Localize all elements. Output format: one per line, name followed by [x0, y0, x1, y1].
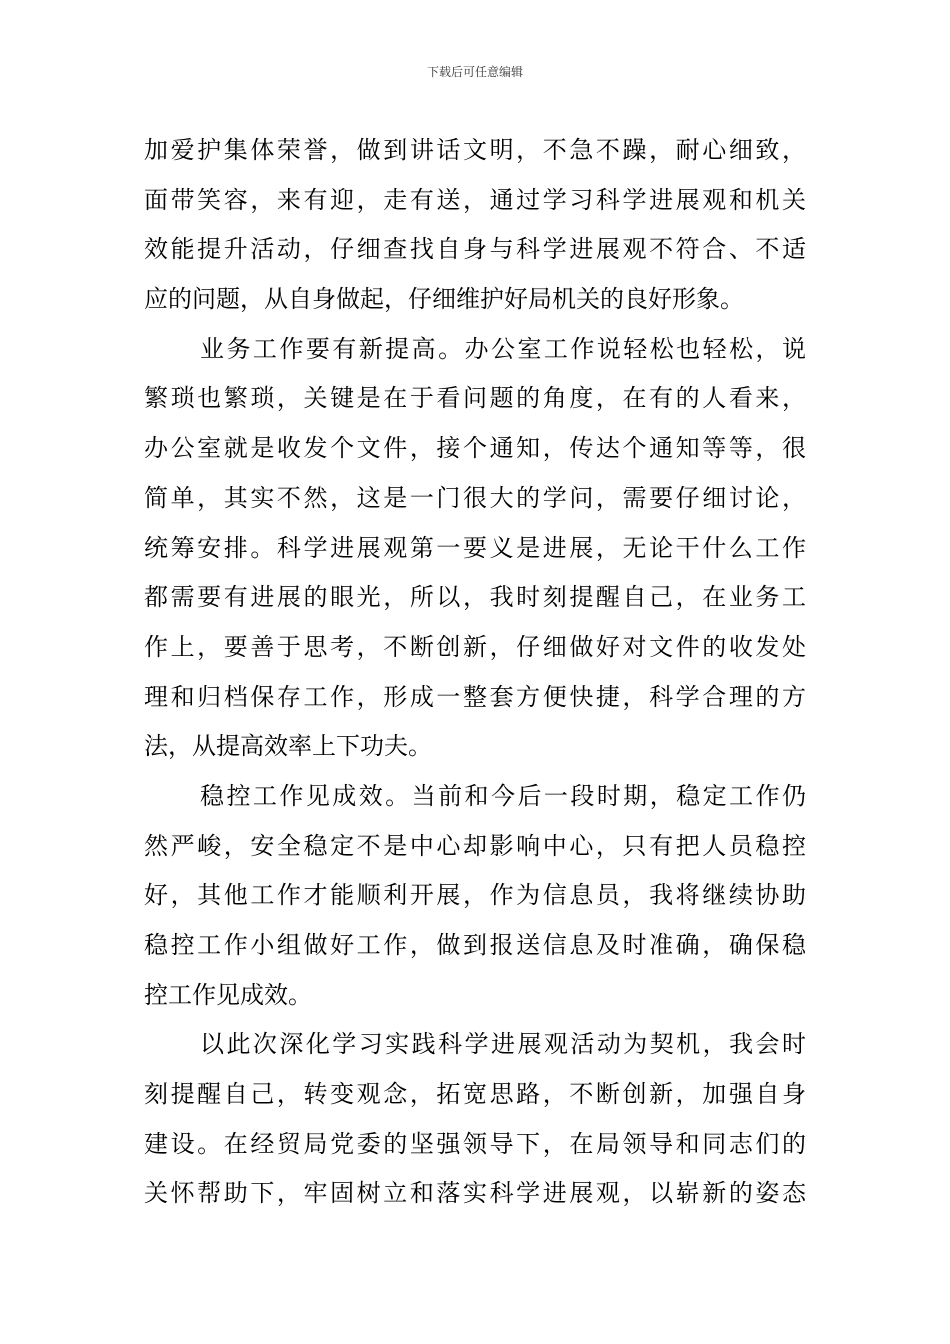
text-line: 以此次深化学习实践科学进展观活动为契机，我会时 [200, 1030, 806, 1059]
document-body [144, 126, 806, 1219]
paragraph [144, 772, 806, 1020]
text-line: 加爱护集体荣誉，做到讲话文明，不急不躁，耐心细致， [144, 136, 806, 164]
paragraph [144, 325, 806, 772]
text-line: 建设。在经贸局党委的坚强领导下，在局领导和同志们的 [144, 1129, 806, 1158]
text-line: 理和归档保存工作，形成一整套方便快捷，科学合理的方 [144, 682, 806, 711]
text-line: 稳控工作见成效。当前和今后一段时期，稳定工作仍 [200, 781, 806, 810]
text-line: 繁琐也繁琐，关键是在于看问题的角度，在有的人看来， [144, 384, 806, 413]
text-line: 统筹安排。科学进展观第一要义是进展，无论干什么工作 [144, 533, 806, 562]
text-line: 然严峻，安全稳定不是中心却影响中心，只有把人员稳控 [144, 831, 806, 860]
text-line: 作上，要善于思考，不断创新，仔细做好对文件的收发处 [144, 632, 806, 661]
page-header: 下载后可任意编辑 [426, 65, 523, 79]
text-line: 办公室就是收发个文件，接个通知，传达个通知等等，很 [144, 434, 806, 463]
paragraph [144, 1020, 806, 1219]
text-line: 面带笑容，来有迎，走有送，通过学习科学进展观和机关 [144, 185, 806, 214]
text-line: 好，其他工作才能顺利开展，作为信息员，我将继续协助 [144, 881, 806, 910]
text-line: 简单，其实不然，这是一门很大的学问，需要仔细讨论， [144, 483, 806, 512]
paragraph [144, 126, 806, 325]
text-line: 刻提醒自己，转变观念，拓宽思路，不断创新，加强自身 [144, 1080, 806, 1109]
text-line: 应的问题，从自身做起，仔细维护好局机关的良好形象。 [144, 285, 744, 314]
text-line: 控工作见成效。 [144, 980, 312, 1009]
text-line: 业务工作要有新提高。办公室工作说轻松也轻松，说 [200, 334, 806, 363]
text-line: 法，从提高效率上下功夫。 [144, 732, 432, 761]
text-line: 关怀帮助下，牢固树立和落实科学进展观，以崭新的姿态 [144, 1179, 806, 1208]
text-line: 都需要有进展的眼光，所以，我时刻提醒自己，在业务工 [144, 583, 806, 612]
text-line: 效能提升活动，仔细查找自身与科学进展观不符合、不适 [144, 235, 806, 264]
text-line: 稳控工作小组做好工作，做到报送信息及时准确，确保稳 [144, 931, 806, 959]
